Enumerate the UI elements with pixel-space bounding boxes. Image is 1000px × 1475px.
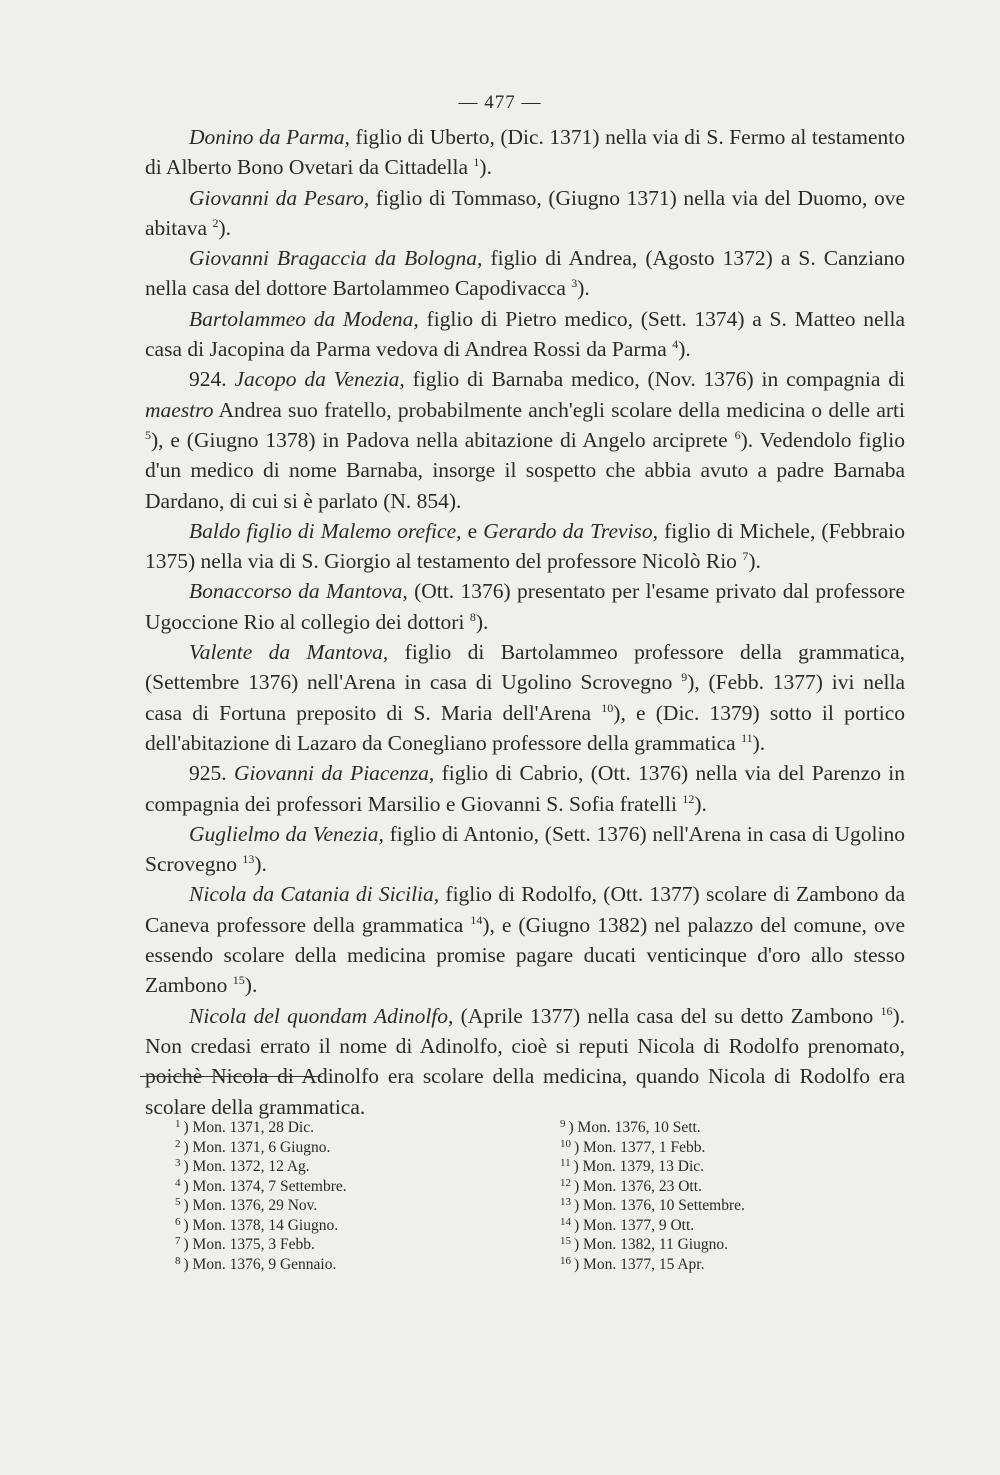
footnote-reference: 4: [672, 337, 679, 352]
footnote-number: 1: [175, 1118, 181, 1130]
footnote-number: 8: [175, 1254, 181, 1267]
footnote-text: ) Mon. 1376, 23 Ott.: [574, 1177, 702, 1195]
footnote-number: 14: [560, 1215, 571, 1228]
footnote-text: ) Mon. 1371, 6 Giugno.: [183, 1138, 331, 1156]
text-run: ).: [748, 549, 761, 574]
footnote: [560, 1196, 745, 1216]
footnote-reference: 14: [470, 912, 483, 927]
footnote-number: 9: [560, 1118, 566, 1130]
text-run: ).: [218, 215, 231, 240]
paragraph: [145, 183, 905, 244]
footnote: [560, 1177, 745, 1197]
footnote-reference: 12: [682, 791, 695, 806]
footnote: [175, 1235, 347, 1255]
footnote-reference: 1: [473, 155, 480, 170]
footnote-number: 7: [175, 1235, 181, 1247]
footnote-number: 13: [560, 1196, 571, 1208]
footnote-reference: 5: [145, 427, 151, 442]
italic-name: Valente da Mantova,: [189, 640, 389, 665]
italic-name: Bartolammeo da Modena,: [189, 306, 419, 331]
text-run: ), (Febb. 1377) ivi nella casa di Fortuna preposito di S. Maria dell'Arena: [145, 670, 905, 725]
footnote-text: ) Mon. 1378, 14 Giugno.: [183, 1216, 339, 1234]
paragraph: [145, 304, 905, 365]
footnote-text: ) Mon. 1372, 12 Ag.: [183, 1158, 310, 1175]
footnote-text: ) Mon. 1375, 3 Febb.: [183, 1236, 315, 1253]
text-run: ).: [244, 973, 258, 998]
footnote-text: ) Mon. 1376, 29 Nov.: [183, 1197, 318, 1214]
footnote-reference: 6: [734, 427, 741, 442]
text-run: figlio di Andrea, (Agosto 1372) a S. Canziano nella casa del dottore Bartolammeo Capodivacca: [145, 246, 905, 301]
footnote-reference: 15: [232, 973, 245, 988]
italic-name: Bonaccorso da Mantova,: [189, 579, 408, 604]
italic-name: Jacopo da Venezia,: [234, 367, 405, 392]
footnote-text: ) Mon. 1376, 10 Sett.: [568, 1119, 701, 1136]
text-run: figlio di Antonio, (Sett. 1376) nell'Arena in casa di Ugolino Scrovegno: [145, 821, 905, 877]
italic-name: maestro: [145, 397, 214, 422]
footnote: [560, 1255, 745, 1275]
italic-name: Donino da Parma,: [189, 125, 350, 149]
text-run: ).: [752, 730, 766, 755]
footnote: [175, 1216, 347, 1236]
footnote-number: 5: [175, 1196, 181, 1208]
footnote-number: 12: [560, 1176, 571, 1189]
text-run: figlio di Uberto, (Dic. 1371) nella via di S. Fermo al testamento di Alberto Bono Ovetari da Cittadella: [145, 125, 905, 180]
footnote-text: ) Mon. 1376, 9 Gennaio.: [183, 1255, 337, 1273]
footnote-reference: 13: [242, 852, 255, 867]
footnote-reference: 3: [571, 276, 578, 291]
footnote-divider: [140, 1076, 322, 1077]
footnote-number: 6: [175, 1215, 181, 1228]
footnote-reference: 7: [742, 549, 749, 564]
footnote: [560, 1216, 745, 1236]
paragraph: [145, 243, 905, 304]
footnote-text: ) Mon. 1377, 9 Ott.: [574, 1216, 695, 1234]
italic-name: Baldo figlio di Malemo orefice,: [189, 518, 462, 543]
footnote: [175, 1157, 347, 1177]
footnote-reference: 11: [741, 730, 753, 745]
footnote-text: ) Mon. 1377, 15 Apr.: [574, 1255, 705, 1273]
footnote-reference: 9: [681, 670, 688, 685]
footnote-reference: 2: [212, 215, 219, 230]
footnote: [175, 1255, 347, 1275]
footnote-text: ) Mon. 1382, 11 Giugno.: [574, 1236, 728, 1253]
footnote-number: 3: [175, 1157, 181, 1169]
text-run: ).: [694, 791, 707, 816]
footnote-number: 4: [175, 1176, 181, 1189]
paragraph: [145, 516, 905, 577]
italic-name: Nicola del quondam Adinolfo,: [189, 1003, 454, 1028]
text-run: ).: [475, 609, 489, 634]
text-run: ).: [479, 155, 492, 180]
footnote-text: ) Mon. 1376, 10 Settembre.: [574, 1197, 745, 1214]
paragraph: [145, 819, 905, 880]
text-run: ).: [678, 337, 691, 362]
text-run: ), e (Giugno 1378) in Padova nella abitazione di Angelo arciprete: [151, 427, 735, 452]
text-run: ), e (Giugno 1382) nel palazzo del comune, ove essendo scolare della medicina promise pagare ducati venticinque d'oro allo stesso Zambono: [145, 912, 905, 998]
text-run: ), e (Dic. 1379) sotto il portico dell'abitazione di Lazaro da Conegliano professore della grammatica: [145, 700, 905, 755]
italic-name: Giovanni da Piacenza,: [233, 761, 435, 786]
text-run: e: [461, 518, 484, 543]
text-run: ).: [577, 276, 590, 301]
text-run: ). Vedendolo figlio d'un medico di nome Barnaba, insorge il sospetto che abbia avuto a padre Barnaba Dardano, di cui si è parlato (N. 854).: [145, 427, 905, 513]
text-run: figlio di Michele, (Febbraio 1375) nella via di S. Giorgio al testamento del professore Nicolò Rio: [145, 518, 905, 574]
footnote-number: 10: [560, 1137, 571, 1150]
text-run: figlio di Rodolfo, (Ott. 1377) scolare di Zambono da Caneva professore della grammatica: [145, 882, 905, 937]
text-run: (Aprile 1377) nella casa del su detto Zambono: [453, 1003, 881, 1028]
page-number: — 477 —: [458, 92, 542, 113]
text-run: figlio di Cabrio, (Ott. 1376) nella via del Parenzo in compagnia dei professori Marsilio e Giovanni S. Sofia fratelli: [145, 761, 905, 816]
paragraph: [145, 879, 905, 1000]
footnotes-right-column: [560, 1118, 745, 1274]
footnotes-left-column: [175, 1118, 347, 1274]
footnote-text: ) Mon. 1377, 1 Febb.: [574, 1138, 706, 1156]
text-run: 925.: [189, 761, 234, 786]
text-run: figlio di Pietro medico, (Sett. 1374) a S. Matteo nella casa di Jacopina da Parma vedova di Andrea Rossi da Parma: [145, 306, 906, 362]
footnote-text: ) Mon. 1374, 7 Settembre.: [183, 1177, 347, 1195]
footnote-text: ) Mon. 1371, 28 Dic.: [183, 1119, 314, 1136]
footnote: [560, 1118, 745, 1138]
italic-name: Gerardo da Treviso,: [483, 518, 658, 543]
paragraph: [145, 364, 905, 515]
text-run: 924.: [189, 367, 235, 392]
text-run: ). Non credasi errato il nome di Adinolfo, cioè si reputi Nicola di Rodolfo prenomato, poichè Nicola di Adinolfo era scolare della medicina, quando Nicola di Rodolfo era scolare della grammatica.: [145, 1003, 906, 1119]
footnote: [175, 1138, 347, 1158]
footnote-number: 15: [560, 1235, 571, 1247]
text-run: figlio di Barnaba medico, (Nov. 1376) in compagnia di: [404, 367, 906, 392]
footnote: [175, 1196, 347, 1216]
italic-name: Guglielmo da Venezia,: [189, 821, 384, 846]
footnote-number: 2: [175, 1137, 181, 1150]
paragraph: [145, 122, 905, 183]
paragraph: [145, 576, 905, 637]
footnote: [560, 1138, 745, 1158]
text-run: figlio di Bartolammeo professore della grammatica, (Settembre 1376) nell'Arena in casa di Ugolino Scrovegno: [145, 640, 905, 695]
footnote: [175, 1177, 347, 1197]
text-run: ).: [254, 852, 267, 877]
italic-name: Giovanni Bragaccia da Bologna,: [189, 246, 483, 271]
paragraph: [145, 637, 905, 758]
paragraph: [145, 1001, 905, 1122]
footnote-reference: 16: [880, 1003, 893, 1018]
text-run: figlio di Tommaso, (Giugno 1371) nella via del Duomo, ove abitava: [145, 185, 905, 240]
italic-name: Nicola da Catania di Sicilia,: [189, 882, 440, 907]
footnote-reference: 10: [601, 700, 614, 715]
paragraph: [145, 758, 905, 819]
footnote-number: 16: [560, 1254, 571, 1267]
footnote-reference: 8: [469, 609, 476, 624]
footnote: [560, 1157, 745, 1177]
footnote-number: 11: [560, 1157, 571, 1169]
footnote-text: ) Mon. 1379, 13 Dic.: [573, 1158, 705, 1175]
footnote: [560, 1235, 745, 1255]
text-run: (Ott. 1376) presentato per l'esame privato dal professore Ugoccione Rio al collegio dei dottori: [145, 579, 905, 634]
body-text: [145, 122, 905, 1122]
italic-name: Giovanni da Pesaro,: [189, 185, 370, 210]
footnote: [175, 1118, 347, 1138]
text-run: Andrea suo fratello, probabilmente anch'egli scolare della medicina o delle arti: [213, 397, 905, 422]
